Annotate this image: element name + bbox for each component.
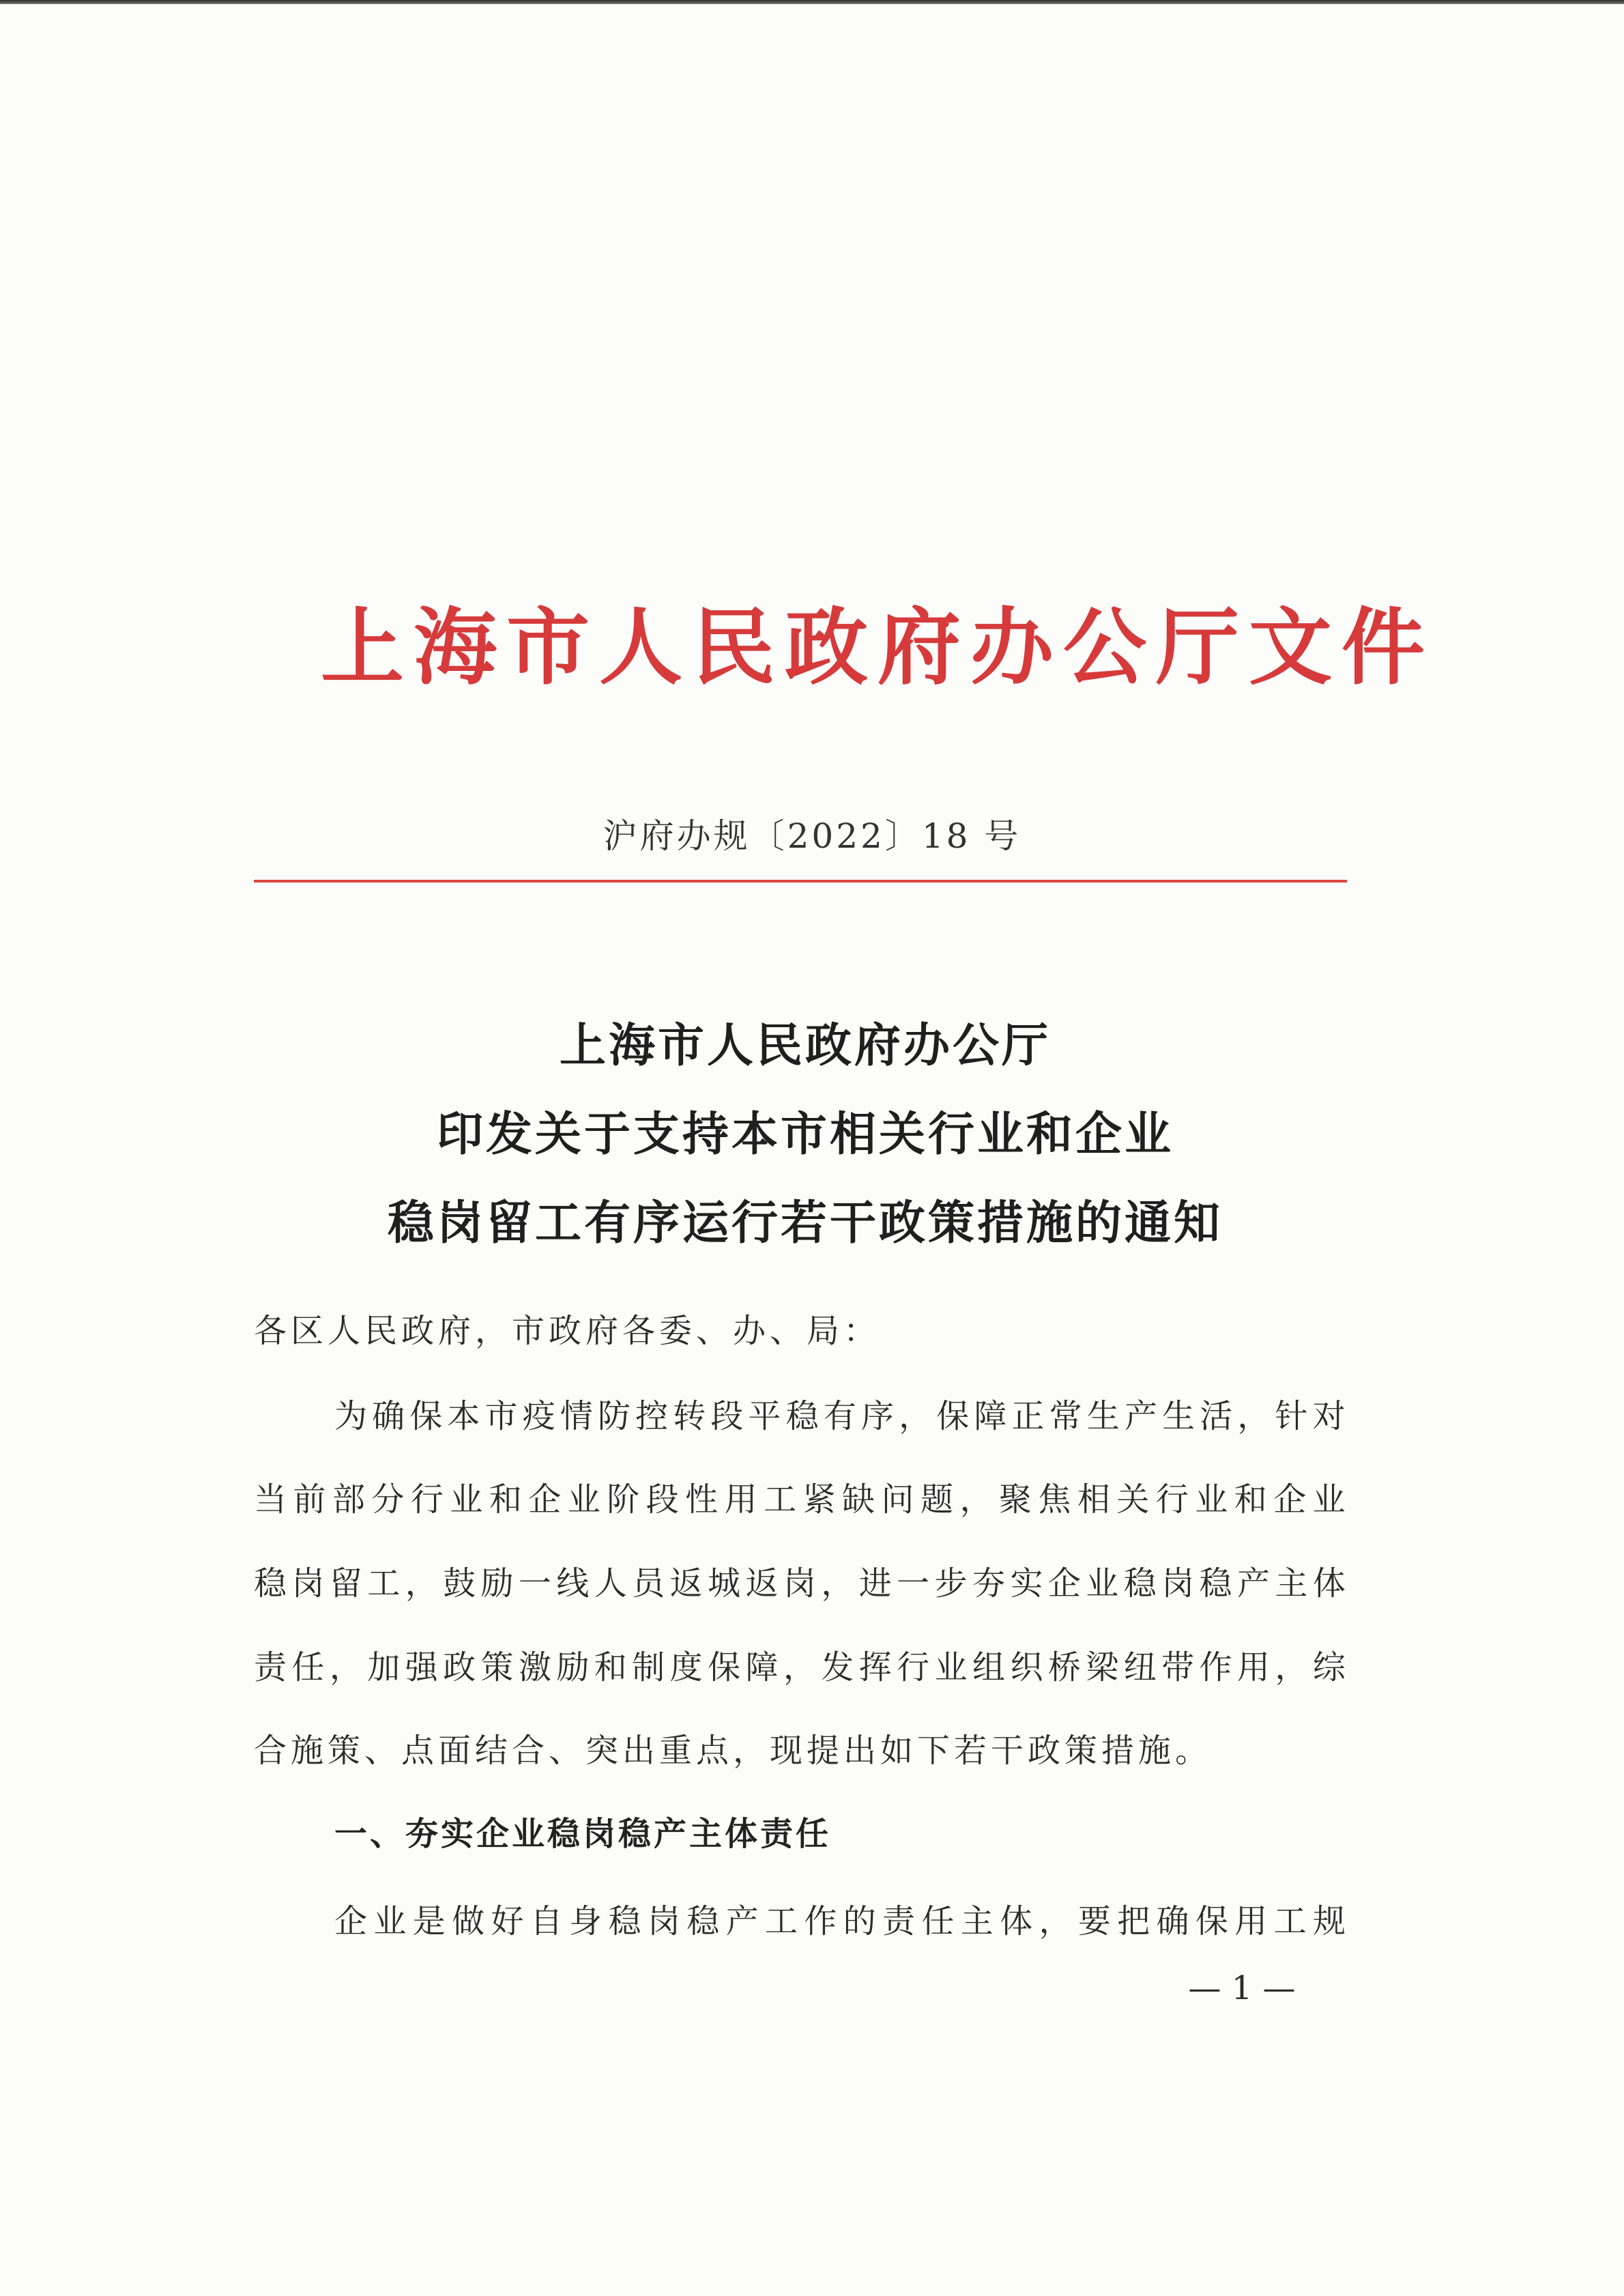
salutation: 各区人民政府，市政府各委、办、局： — [254, 1312, 881, 1350]
body-char: 业 — [1195, 1480, 1228, 1519]
body-char: 做 — [452, 1902, 485, 1940]
body-char: 和 — [594, 1648, 627, 1687]
body-char: 活 — [1200, 1397, 1233, 1435]
body-char: 产 — [1236, 1564, 1270, 1603]
body-char: 主 — [960, 1902, 994, 1940]
body-char: 综 — [1312, 1648, 1346, 1687]
body-char: 挥 — [858, 1648, 892, 1687]
body-char: 障 — [745, 1648, 779, 1687]
body-char: 本 — [447, 1397, 480, 1435]
body-char: 聚 — [998, 1480, 1032, 1519]
body-char: 作 — [1199, 1648, 1232, 1687]
body-char: 业 — [450, 1480, 483, 1519]
body-char: 励 — [556, 1648, 590, 1687]
body-char: 一 — [897, 1564, 930, 1603]
body-line: 合施策、点面结合、突出重点，现提出如下若干政策措施。 — [254, 1732, 1213, 1770]
body-char: 稳 — [254, 1564, 287, 1603]
body-char: 有 — [823, 1397, 856, 1435]
body-char: 激 — [518, 1648, 551, 1687]
body-char: 夯 — [972, 1564, 1006, 1603]
body-char: 行 — [1155, 1480, 1189, 1519]
body-char: 性 — [685, 1480, 719, 1519]
body-char: ， — [405, 1564, 438, 1603]
body-char: 分 — [371, 1480, 405, 1519]
body-char: 防 — [597, 1397, 630, 1435]
body-char: 当 — [254, 1480, 287, 1519]
body-char: 用 — [1236, 1648, 1270, 1687]
body-char: 强 — [405, 1648, 438, 1687]
body-char: 转 — [673, 1397, 706, 1435]
body-char: 前 — [293, 1480, 326, 1519]
body-char: 企 — [334, 1902, 368, 1940]
body-char: 留 — [329, 1564, 362, 1603]
body-char: 体 — [1312, 1564, 1346, 1603]
body-char: 政 — [443, 1648, 476, 1687]
body-line — [254, 1644, 1346, 1691]
red-divider — [254, 880, 1347, 882]
body-char: 的 — [843, 1902, 876, 1940]
body-char: 障 — [974, 1397, 1007, 1435]
body-line — [334, 1392, 1346, 1440]
body-char: 实 — [1010, 1564, 1043, 1603]
body-char: 励 — [480, 1564, 514, 1603]
body-char: 产 — [725, 1902, 759, 1940]
body-char: 段 — [710, 1397, 744, 1435]
body-char: 段 — [646, 1480, 679, 1519]
body-char: 缺 — [842, 1480, 875, 1519]
body-char: 要 — [1077, 1902, 1111, 1940]
body-char: 任 — [921, 1902, 955, 1940]
body-char: 责 — [254, 1648, 287, 1687]
body-char: 题 — [920, 1480, 953, 1519]
body-char: ， — [783, 1648, 816, 1687]
scan-edge — [0, 0, 1624, 4]
body-char: 用 — [1234, 1902, 1268, 1940]
body-char: 是 — [412, 1902, 446, 1940]
body-char: 确 — [1156, 1902, 1189, 1940]
body-char: 疫 — [522, 1397, 555, 1435]
body-char: 线 — [556, 1564, 590, 1603]
body-char: 返 — [745, 1564, 779, 1603]
body-line — [334, 1897, 1346, 1945]
body-char: 工 — [764, 1902, 798, 1940]
notice-title-line: 上海市人民政府办公厅 — [559, 1019, 1051, 1073]
body-char: 稳 — [1199, 1564, 1232, 1603]
body-char: 制 — [632, 1648, 665, 1687]
body-char: 问 — [881, 1480, 914, 1519]
body-char: 控 — [635, 1397, 669, 1435]
body-char: 确 — [372, 1397, 405, 1435]
body-char: 业 — [1312, 1480, 1346, 1519]
body-char: 城 — [708, 1564, 741, 1603]
body-char: 序 — [860, 1397, 894, 1435]
body-char: 企 — [1273, 1480, 1307, 1519]
body-char: 保 — [936, 1397, 970, 1435]
body-char: 岗 — [1161, 1564, 1195, 1603]
body-char: 组 — [972, 1648, 1006, 1687]
body-char: 阶 — [607, 1480, 640, 1519]
body-char: ， — [1039, 1902, 1072, 1940]
body-char: 桥 — [1047, 1648, 1081, 1687]
body-char: 加 — [367, 1648, 401, 1687]
body-char: 步 — [934, 1564, 968, 1603]
body-char: 作 — [804, 1902, 837, 1940]
letterhead-title: 上海市人民政府办公厅文件 — [321, 598, 1434, 696]
body-char: 和 — [489, 1480, 522, 1519]
section-heading: 一、夯实企业稳岗稳产主体责任 — [334, 1815, 832, 1853]
body-char: 发 — [821, 1648, 854, 1687]
body-char: 相 — [1077, 1480, 1110, 1519]
body-char: 产 — [1124, 1397, 1157, 1435]
body-char: 对 — [1312, 1397, 1346, 1435]
body-char: 紧 — [802, 1480, 836, 1519]
body-char: 返 — [669, 1564, 703, 1603]
body-char: 岗 — [291, 1564, 325, 1603]
body-char: ， — [899, 1397, 932, 1435]
body-char: ， — [1237, 1397, 1271, 1435]
body-char: 用 — [724, 1480, 757, 1519]
body-line — [254, 1560, 1346, 1607]
body-char: 保 — [409, 1397, 443, 1435]
body-char: 业 — [567, 1480, 600, 1519]
body-char: 策 — [480, 1648, 514, 1687]
body-char: 市 — [484, 1397, 518, 1435]
body-char: 稳 — [608, 1902, 641, 1940]
body-char: 一 — [518, 1564, 551, 1603]
body-char: 进 — [858, 1564, 892, 1603]
body-char: 工 — [367, 1564, 401, 1603]
body-char: 业 — [934, 1648, 968, 1687]
body-char: 保 — [1195, 1902, 1228, 1940]
body-char: 纽 — [1123, 1648, 1157, 1687]
notice-title-line: 稳岗留工有序运行若干政策措施的通知 — [387, 1196, 1223, 1250]
body-char: 鼓 — [443, 1564, 476, 1603]
body-char: 把 — [1117, 1902, 1150, 1940]
body-char: 行 — [410, 1480, 444, 1519]
body-char: 针 — [1275, 1397, 1308, 1435]
body-char: 岗 — [783, 1564, 816, 1603]
body-char: 行 — [897, 1648, 930, 1687]
body-char: 好 — [491, 1902, 524, 1940]
body-char: 人 — [594, 1564, 627, 1603]
body-char: 身 — [569, 1902, 603, 1940]
notice-title-line: 印发关于支持本市相关行业和企业 — [436, 1108, 1174, 1162]
body-char: 情 — [560, 1397, 593, 1435]
body-char: 保 — [708, 1648, 741, 1687]
body-char: 任 — [291, 1648, 325, 1687]
body-char: 生 — [1086, 1397, 1120, 1435]
body-char: 企 — [528, 1480, 562, 1519]
body-char: 平 — [748, 1397, 781, 1435]
body-char: 度 — [669, 1648, 703, 1687]
body-char: 为 — [334, 1397, 368, 1435]
body-char: 自 — [530, 1902, 563, 1940]
body-char: 企 — [1047, 1564, 1081, 1603]
body-char: 部 — [332, 1480, 365, 1519]
page-number: — 1 — — [1188, 1969, 1296, 2007]
body-char: 生 — [1162, 1397, 1195, 1435]
body-line — [254, 1476, 1346, 1523]
body-char: ， — [329, 1648, 362, 1687]
body-char: 梁 — [1086, 1648, 1119, 1687]
body-char: ， — [821, 1564, 854, 1603]
body-char: 业 — [1086, 1564, 1119, 1603]
body-char: 常 — [1049, 1397, 1082, 1435]
body-char: 织 — [1010, 1648, 1043, 1687]
body-char: 工 — [764, 1480, 797, 1519]
document-number: 沪府办规〔2022〕18 号 — [603, 816, 1021, 856]
body-char: 业 — [373, 1902, 407, 1940]
body-char: 稳 — [686, 1902, 720, 1940]
body-char: 体 — [1000, 1902, 1033, 1940]
body-char: 稳 — [785, 1397, 819, 1435]
body-char: 规 — [1312, 1902, 1346, 1940]
body-char: 焦 — [1038, 1480, 1071, 1519]
body-char: 岗 — [647, 1902, 680, 1940]
body-char: 责 — [882, 1902, 916, 1940]
body-char: 带 — [1161, 1648, 1195, 1687]
body-char: ， — [1275, 1648, 1308, 1687]
body-char: 和 — [1234, 1480, 1267, 1519]
body-char: 员 — [632, 1564, 665, 1603]
body-char: 关 — [1116, 1480, 1150, 1519]
body-char: 正 — [1011, 1397, 1045, 1435]
body-char: 主 — [1275, 1564, 1308, 1603]
body-char: ， — [959, 1480, 993, 1519]
body-char: 稳 — [1123, 1564, 1157, 1603]
body-char: 工 — [1273, 1902, 1307, 1940]
